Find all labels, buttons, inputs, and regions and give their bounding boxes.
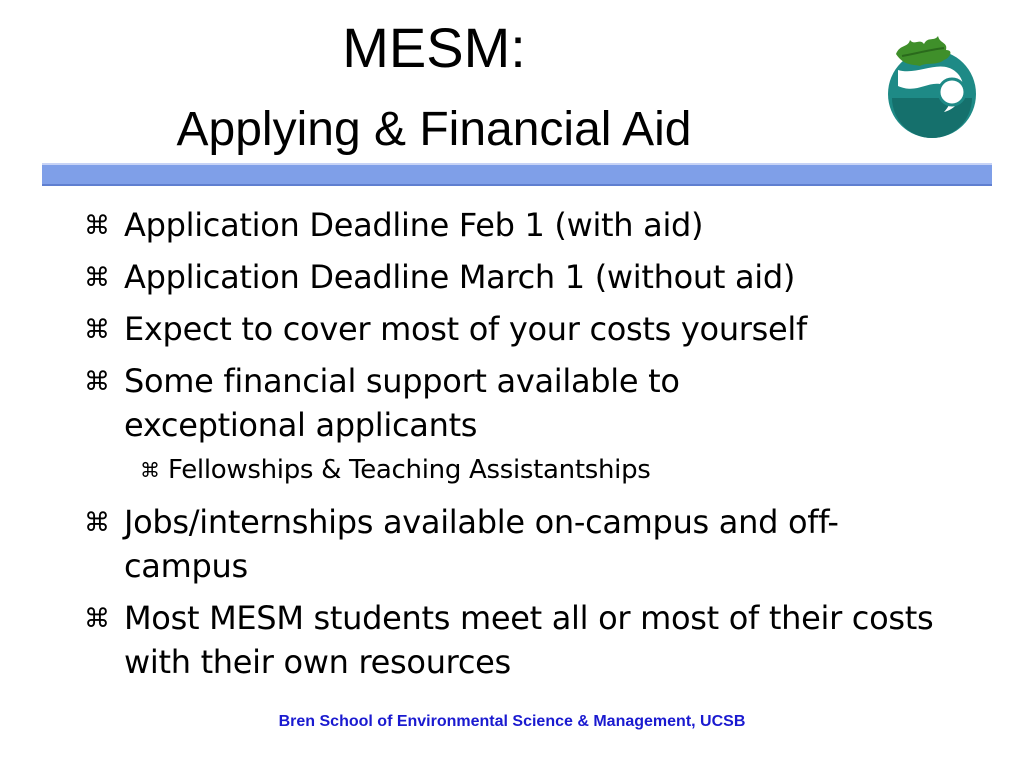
slide-footer: Bren School of Environmental Science & Management, UCSB — [278, 713, 746, 730]
command-key-icon: ⌘ — [84, 367, 110, 397]
list-item-text: Expect to cover most of your costs yourself — [124, 310, 807, 348]
sub-list-item — [140, 452, 1010, 488]
command-key-icon: ⌘ — [84, 263, 110, 293]
command-key-icon: ⌘ — [84, 315, 110, 345]
list-item-text: Jobs/internships available on-campus and off-campus — [124, 503, 839, 585]
command-key-icon: ⌘ — [140, 458, 160, 482]
list-item-text: Most MESM students meet all or most of their costs with their own resources — [124, 599, 934, 681]
list-item-text: Application Deadline Feb 1 (with aid) — [124, 206, 704, 244]
list-item — [84, 596, 954, 684]
list-item — [84, 203, 954, 249]
list-item — [84, 500, 954, 588]
list-item — [84, 307, 954, 353]
list-item-text: Application Deadline March 1 (without aid) — [124, 258, 796, 296]
slide-title: MESM: — [342, 16, 526, 79]
command-key-icon: ⌘ — [84, 211, 110, 241]
sub-list-item-text: Fellowships & Teaching Assistantships — [168, 455, 651, 485]
command-key-icon: ⌘ — [84, 604, 110, 634]
list-item-text: Some financial support available to exceptional applicants — [124, 362, 680, 444]
slide-subtitle: Applying & Financial Aid — [176, 103, 692, 156]
list-item — [84, 255, 954, 301]
command-key-icon: ⌘ — [84, 508, 110, 538]
list-item — [84, 359, 954, 447]
